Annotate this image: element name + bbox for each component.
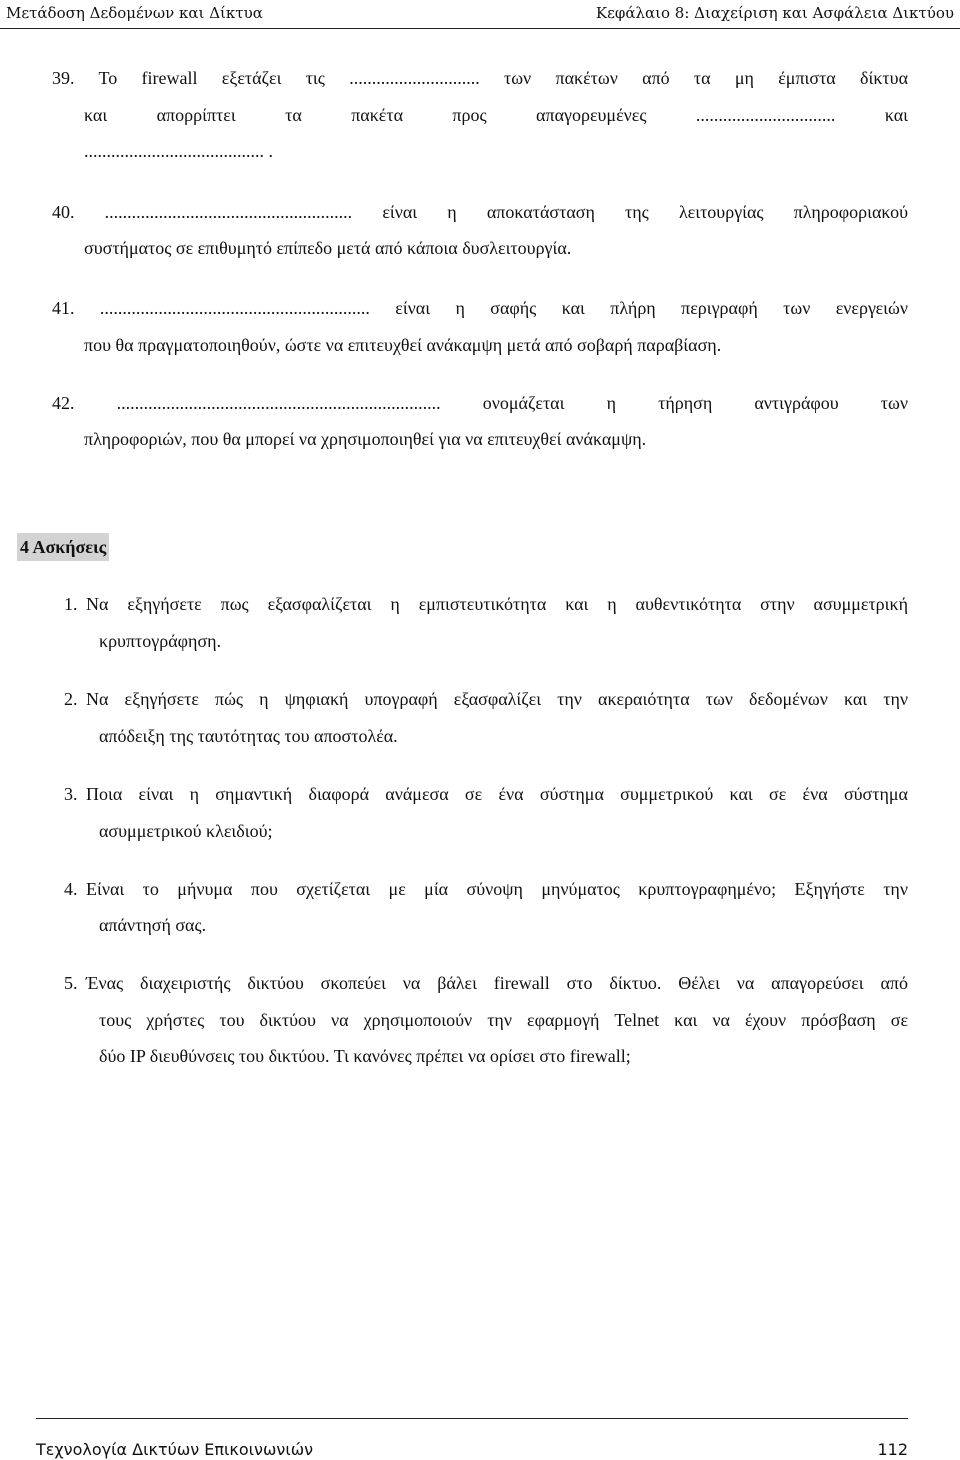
footer-rule (36, 1418, 908, 1419)
question-40-line-1: 40. ....................................................... είναι η αποκατάσταση της λειτουργίας πληροφοριακού (52, 202, 908, 222)
exercise-4-line-2: απάντησή σας. (99, 915, 207, 935)
exercise-2-number: 2. (64, 689, 78, 709)
exercise-2-line-1: Να εξηγήσετε πώς η ψηφιακή υπογραφή εξασφαλίζει την ακεραιότητα των δεδομένων και την (86, 689, 908, 709)
question-39-line-3: ........................................ . (84, 141, 273, 161)
question-41-line-1: 41. ............................................................ είναι η σαφής και πλήρη περιγραφή των ενεργειών (52, 298, 908, 318)
exercise-5-line-1: Ένας διαχειριστής δικτύου σκοπεύει να βάλει firewall στο δίκτυο. Θέλει να απαγορεύσει από (86, 973, 908, 993)
exercise-5-line-3: δύο IP διευθύνσεις του δικτύου. Τι κανόνες πρέπει να ορίσει στο firewall; (99, 1046, 631, 1066)
exercise-4-line-1: Είναι το μήνυμα που σχετίζεται με μία σύνοψη μηνύματος κρυπτογραφημένο; Εξηγήστε την (86, 879, 908, 899)
exercise-1-line-2: κρυπτογράφηση. (99, 631, 222, 651)
question-39-line-2: και απορρίπτει τα πακέτα προς απαγορευμένες ............................... και (84, 105, 908, 125)
exercise-2-line-2: απόδειξη της ταυτότητας του αποστολέα. (99, 726, 398, 746)
footer-left-text: Τεχνολογία Δικτύων Επικοινωνιών (36, 1440, 314, 1459)
exercise-3-number: 3. (64, 784, 78, 804)
question-40-line-2: συστήματος σε επιθυμητό επίπεδο μετά από κάποια δυσλειτουργία. (84, 238, 572, 258)
exercise-3-line-1: Ποια είναι η σημαντική διαφορά ανάμεσα σε ένα σύστημα συμμετρικού και σε ένα σύστημα (86, 784, 908, 804)
exercise-1-line-1: Να εξηγήσετε πως εξασφαλίζεται η εμπιστευτικότητα και η αυθεντικότητα στην ασυμμετρική (86, 594, 908, 614)
question-42-line-1: 42. ........................................................................ ονομάζεται η τήρηση αντιγράφου των (52, 393, 908, 413)
question-41-line-2: που θα πραγματοποιηθούν, ώστε να επιτευχθεί ανάκαμψη μετά από σοβαρή παραβίαση. (84, 335, 722, 355)
question-39-line-1: 39. Το firewall εξετάζει τις ............................. των πακέτων από τα μη έμπιστα δίκτυα (52, 68, 908, 88)
page-number: 112 (877, 1440, 908, 1459)
exercise-4-number: 4. (64, 879, 78, 899)
exercise-5-number: 5. (64, 973, 78, 993)
section-title: 4 Ασκήσεις (17, 533, 109, 561)
question-42-line-2: πληροφοριών, που θα μπορεί να χρησιμοποιηθεί για να επιτευχθεί ανάκαμψη. (84, 429, 647, 449)
exercise-3-line-2: ασυμμετρικού κλειδιού; (99, 821, 273, 841)
exercise-1-number: 1. (64, 594, 78, 614)
exercise-5-line-2: τους χρήστες του δικτύου να χρησιμοποιούν την εφαρμογή Telnet και να έχουν πρόσβαση σε (99, 1010, 908, 1030)
page-header (0, 0, 960, 29)
header-left-text: Μετάδοση Δεδομένων και Δίκτυα (6, 4, 263, 22)
header-right-text: Κεφάλαιο 8: Διαχείριση και Ασφάλεια Δικτύου (595, 4, 954, 22)
